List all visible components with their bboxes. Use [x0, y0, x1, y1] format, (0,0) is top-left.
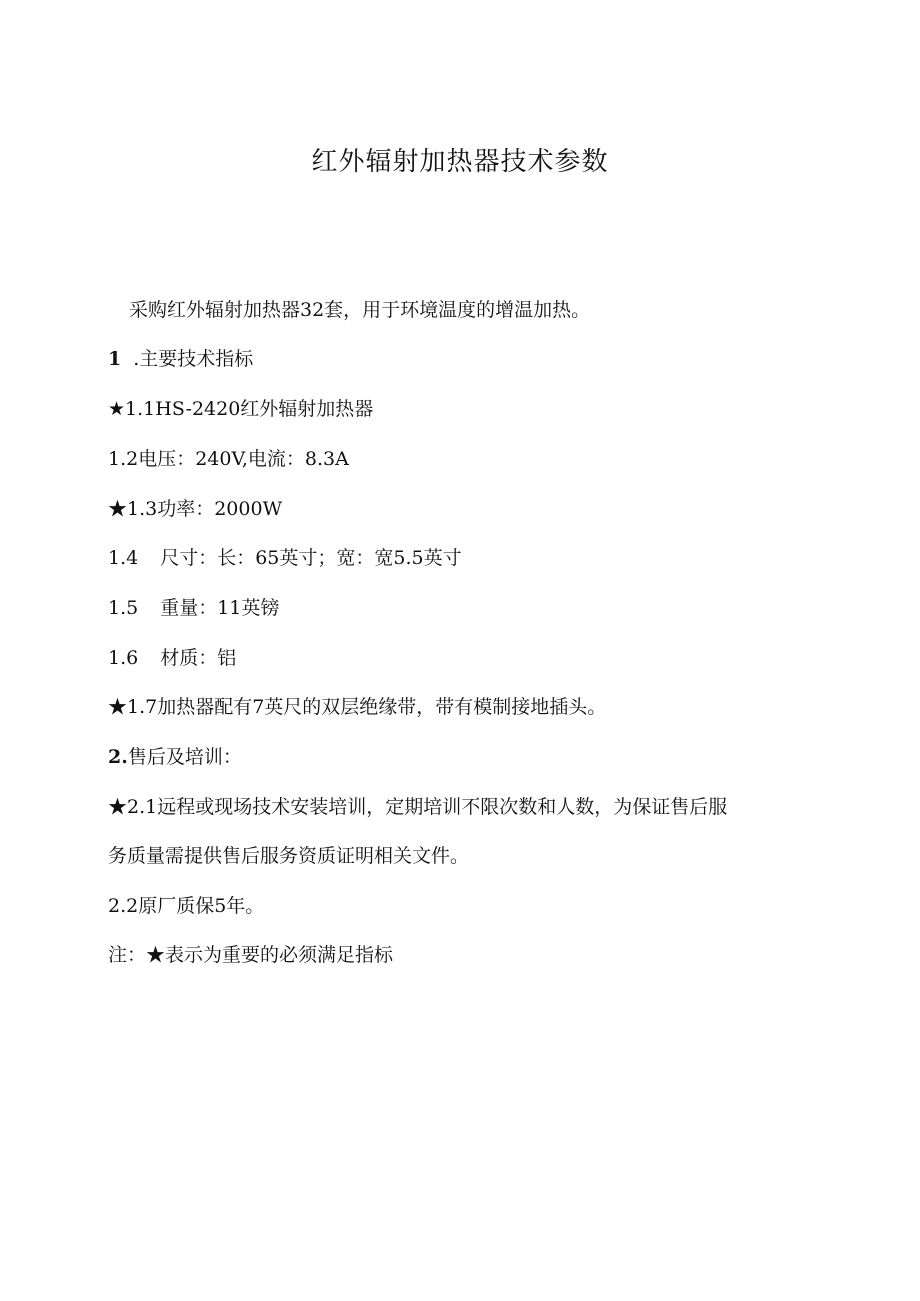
- item-1-3: ★1.3功率：2000W: [108, 498, 283, 520]
- section-2-heading-text: 售后及培训：: [127, 746, 242, 768]
- item-1-1: ★1.1HS-2420红外辐射加热器: [108, 398, 374, 420]
- item-1-5: [108, 594, 279, 622]
- intro-paragraph: 采购红外辐射加热器32套，用于环境温度的增温加热。: [129, 299, 591, 321]
- note: 注：★表示为重要的必须满足指标: [108, 944, 394, 966]
- item-1-2: 1.2电压：240V,电流：8.3A: [108, 448, 349, 470]
- item-1-5-number: 1.5: [108, 597, 139, 619]
- item-1-6-text: 材质：铝: [160, 647, 237, 669]
- item-2-1-line-2: 务质量需提供售后服务资质证明相关文件。: [108, 845, 470, 867]
- section-1-heading-text: .主要技术指标: [133, 348, 254, 370]
- item-1-4-number: 1.4: [108, 547, 139, 569]
- item-2-2: 2.2原厂质保5年。: [108, 895, 265, 917]
- item-1-5-text: 重量：11英镑: [160, 597, 280, 619]
- section-2-number: 2.: [108, 746, 128, 768]
- document-title: 红外辐射加热器技术参数: [311, 147, 609, 177]
- item-1-6-number: 1.6: [108, 647, 139, 669]
- item-1-6: [108, 644, 236, 672]
- item-1-4: [108, 544, 462, 572]
- item-1-4-text: 尺寸：长：65英寸；宽：宽5.5英寸: [160, 547, 462, 569]
- item-2-1-line-1: ★2.1远程或现场技术安装培训，定期培训不限次数和人数，为保证售后服: [108, 796, 728, 818]
- section-1-heading: [108, 345, 253, 373]
- section-2-heading: [108, 743, 242, 771]
- item-1-7: ★1.7加热器配有7英尺的双层绝缘带，带有模制接地插头。: [108, 696, 607, 718]
- section-1-number: 1: [108, 348, 122, 370]
